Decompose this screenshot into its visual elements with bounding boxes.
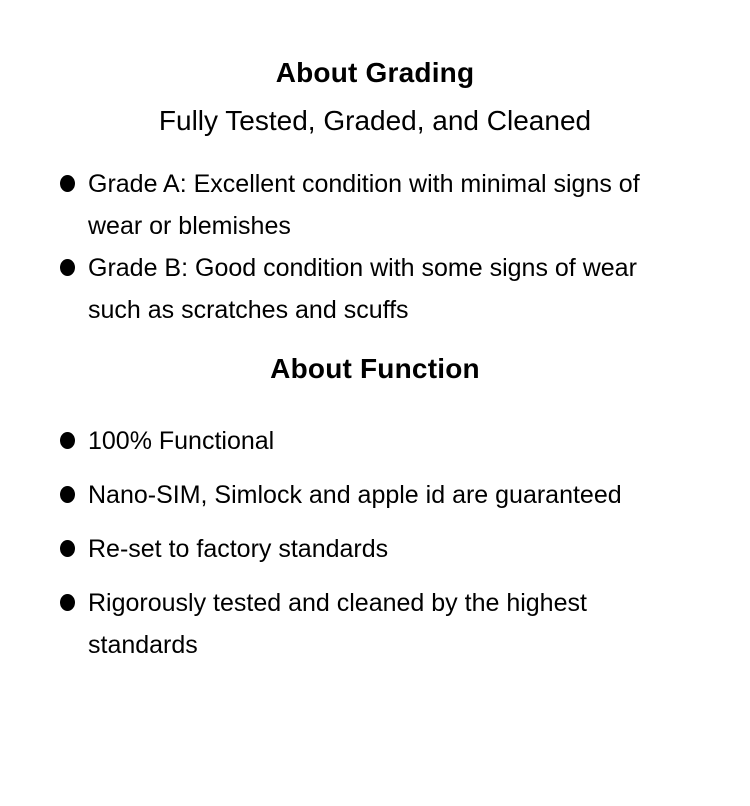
- list-item-functional: [0, 420, 750, 462]
- list-item-text: Re-set to factory standards: [88, 535, 389, 563]
- bullet-icon: [60, 540, 75, 557]
- list-item-text: Rigorously tested and cleaned by the highest: [88, 589, 587, 617]
- list-item-text: standards: [88, 631, 198, 659]
- grading-subtitle: Fully Tested, Graded, and Cleaned: [158, 105, 592, 136]
- list-item-text: Grade B: Good condition with some signs of wear: [88, 254, 637, 282]
- list-item-text: such as scratches and scuffs: [88, 296, 409, 324]
- list-item-text: Grade A: Excellent condition with minimal signs of: [88, 170, 640, 198]
- list-item-text: wear or blemishes: [88, 212, 291, 240]
- bullet-icon: [60, 594, 75, 611]
- bullet-icon: [60, 259, 75, 276]
- function-section-title: About Function: [270, 353, 480, 384]
- list-item-grade-a: [0, 163, 750, 247]
- list-item-tested-cleaned: [0, 582, 750, 666]
- grading-list: [0, 163, 750, 331]
- function-list: [0, 420, 750, 666]
- list-item-factory-reset: [0, 528, 750, 570]
- list-item-grade-b: [0, 247, 750, 331]
- bullet-icon: [60, 486, 75, 503]
- grading-section-title: About Grading: [275, 57, 475, 88]
- list-item-sim-guarantee: [0, 474, 750, 516]
- about-grading-page: [0, 56, 750, 806]
- list-item-text: Nano-SIM, Simlock and apple id are guaranteed: [88, 481, 622, 509]
- bullet-icon: [60, 432, 75, 449]
- list-item-text: 100% Functional: [88, 427, 275, 455]
- bullet-icon: [60, 175, 75, 192]
